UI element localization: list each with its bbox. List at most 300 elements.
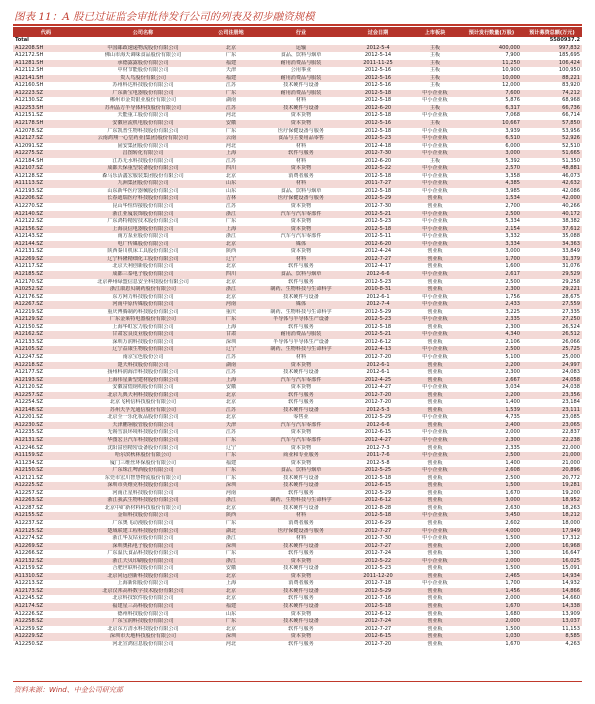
cell-code: A12193.SZ — [13, 377, 79, 385]
cell-code: A12267.SZ — [13, 301, 79, 309]
cell-company: 成都天保重型装备股份有限公司 — [79, 165, 207, 173]
cell-board: 主板 — [409, 45, 461, 53]
cell-board: 中小企业板 — [422, 384, 448, 391]
cell-company: 厦门三维丝环保股份有限公司 — [109, 459, 177, 466]
cell-company: 沈阳富创精密设备股份有限公司 — [107, 444, 179, 451]
cell-approval-date: 2011-12-20 — [347, 573, 409, 581]
cell-raise: 26,512 — [522, 331, 582, 339]
cell-company: 扬州科润海洋科技股份有限公司 — [107, 369, 179, 376]
cell-code: A12140.SZ — [13, 211, 79, 219]
cell-code: A12125.SZ — [13, 528, 79, 536]
cell-raise: 22,837 — [562, 429, 580, 436]
cell-raise: 4,263 — [565, 640, 580, 647]
cell-shares: 2,500 — [505, 278, 520, 285]
cell-company: 安徽应流机电股份有限公司 — [79, 120, 207, 128]
cell-raise: 51,350 — [562, 157, 580, 164]
cell-shares: 3,450 — [461, 512, 522, 520]
cell-industry: 食品、饮料与烟草 — [280, 52, 322, 59]
cell-shares: 12,000 — [502, 82, 520, 89]
cell-shares: 2,602 — [505, 520, 520, 526]
cell-code: A12229.SZ — [13, 633, 79, 641]
cell-region: 河北 — [225, 640, 237, 647]
cell-company: 中国邮政速递物流股份有限公司 — [79, 45, 207, 53]
cell-board: 创业板 — [409, 392, 461, 400]
cell-code: A12150.SZ — [15, 323, 44, 330]
cell-industry: 技术硬件与设备 — [283, 293, 319, 300]
cell-region: 上海 — [207, 226, 255, 234]
cell-code: A12112.SH — [15, 67, 44, 74]
cell-region: 北京 — [225, 278, 237, 285]
cell-board: 中小企业板 — [422, 187, 448, 194]
cell-region: 广东 — [207, 452, 255, 460]
cell-industry: 耐用消费品与服装 — [255, 90, 347, 98]
cell-raise: 20,896 — [522, 467, 582, 475]
cell-shares: 5,100 — [505, 353, 520, 360]
cell-raise: 28,675 — [562, 293, 580, 300]
cell-company: 苏州科达科技股份有限公司 — [112, 82, 174, 89]
cell-industry: 软件与服务 — [288, 399, 314, 406]
cell-shares: 6,317 — [461, 105, 522, 113]
cell-board: 创业板 — [409, 603, 461, 611]
cell-region: 福建 — [207, 60, 255, 68]
cell-shares: 1,500 — [505, 565, 520, 572]
cell-code: A12247.SZ — [15, 353, 44, 360]
table-row — [13, 150, 582, 158]
cell-code: A12151.SZ — [15, 112, 44, 119]
cell-company: 深圳市英维克科技股份有限公司 — [79, 482, 207, 490]
footer-divider — [13, 681, 582, 682]
cell-board: 中小企业板 — [409, 135, 461, 143]
table-row — [13, 520, 582, 528]
cell-industry: 耐用消费品与服装 — [255, 331, 347, 339]
cell-code: A12155.SZ — [13, 512, 79, 520]
cell-industry: 商业和专业服务 — [255, 452, 347, 460]
cell-industry: 资本货物 — [255, 362, 347, 370]
cell-shares: 6,000 — [505, 142, 520, 149]
cell-shares: 2,617 — [461, 271, 522, 279]
cell-code: A12078.SZ — [15, 127, 44, 134]
cell-company: 承德露露股份有限公司 — [79, 60, 207, 68]
cell-shares: 2,700 — [505, 203, 520, 210]
cell-shares: 2,300 — [505, 323, 520, 330]
cell-industry: 半导体与半导体生产设备 — [272, 338, 330, 345]
cell-shares: 1,400 — [505, 459, 520, 466]
cell-code: A12235.SZ — [15, 429, 44, 436]
cell-company: 华图宏卫汽车科技股份有限公司 — [79, 437, 207, 445]
cell-industry: 材料 — [295, 97, 307, 104]
cell-approval-date: 2012-6-12 — [364, 610, 392, 617]
cell-region: 北京 — [225, 399, 237, 406]
cell-approval-date: 2012-7-30 — [364, 203, 392, 210]
cell-board: 中小企业板 — [409, 558, 461, 566]
cell-raise: 14,934 — [522, 573, 582, 581]
cell-board: 中小企业板 — [409, 346, 461, 354]
cell-raise: 14,660 — [562, 595, 580, 602]
cell-industry: 材料 — [295, 142, 307, 149]
cell-raise: 25,725 — [522, 346, 582, 354]
cell-shares: 3,000 — [505, 248, 520, 255]
cell-raise: 57,850 — [522, 120, 582, 128]
cell-raise: 53,956 — [562, 127, 580, 134]
cell-raise: 29,258 — [562, 278, 580, 285]
cell-industry: 技术硬件与设备 — [255, 618, 347, 626]
cell-code: A12156.SZ — [13, 226, 79, 234]
cell-company: 广东新宝电器股份有限公司 — [79, 90, 207, 98]
cell-industry: 软件与服务 — [288, 323, 314, 330]
cell-region: 广东 — [225, 474, 237, 481]
cell-code: A12226.SZ — [15, 610, 44, 617]
table-row — [13, 505, 582, 513]
table-row — [13, 618, 582, 626]
cell-board: 创业板 — [427, 444, 443, 451]
cell-shares: 2,200 — [461, 392, 522, 400]
cell-shares: 2,000 — [505, 429, 520, 436]
cell-raise: 52,926 — [522, 135, 582, 143]
cell-code: A12185.SZ — [13, 271, 79, 279]
table-row — [13, 346, 582, 354]
cell-board: 创业板 — [427, 338, 443, 345]
table-row — [13, 135, 582, 143]
cell-region: 辽宁 — [207, 346, 255, 354]
cell-region: 浙江 — [225, 233, 237, 240]
cell-shares: 10,900 — [502, 67, 520, 74]
cell-industry: 汽车与汽车零部件 — [255, 377, 347, 385]
cell-shares: 4,735 — [505, 414, 520, 421]
cell-shares: 2,000 — [461, 543, 522, 551]
cell-raise: 27,335 — [562, 308, 580, 315]
table-row — [13, 90, 582, 98]
cell-company: 广东鸿特精密技术股份有限公司 — [107, 218, 179, 225]
cell-region: 广东 — [225, 52, 237, 59]
cell-company: 北京科技软件股份有限公司 — [112, 595, 174, 602]
cell-approval-date: 2012-5-29 — [347, 195, 409, 203]
cell-industry: 软件与服务 — [288, 550, 314, 557]
cell-raise: 19,281 — [522, 482, 582, 490]
cell-shares: 2,200 — [461, 362, 522, 370]
cell-shares: 3,985 — [505, 187, 520, 194]
cell-shares: 5,876 — [505, 97, 520, 104]
cell-board: 中小企业板 — [422, 112, 448, 119]
cell-code: A12148.SZ — [13, 407, 79, 415]
cell-region: 深圳 — [207, 543, 255, 551]
cell-shares: 7,600 — [461, 90, 522, 98]
cell-company: 昌图转化有限公司 — [79, 150, 207, 158]
cell-region: 山东 — [225, 187, 237, 194]
cell-region: 深圳 — [225, 338, 237, 345]
cell-industry: 汽车与汽车零部件 — [280, 233, 322, 240]
cell-code: A12120.SZ — [15, 384, 44, 391]
table-row — [13, 256, 582, 264]
cell-board: 创业板 — [427, 520, 443, 526]
cell-board: 中小企业板 — [422, 535, 448, 542]
cell-code: A12274.SZ — [15, 535, 44, 542]
cell-approval-date: 2012-7-4 — [347, 301, 409, 309]
cell-industry: 食品与主要用品零售 — [255, 135, 347, 143]
cell-raise: 21,000 — [562, 459, 580, 466]
cell-region: 上海 — [207, 377, 255, 385]
cell-industry: 公用事业 — [290, 67, 312, 74]
cell-region: 北京 — [225, 625, 237, 632]
cell-industry: 媒体 — [255, 301, 347, 309]
table-row — [13, 233, 582, 241]
table-row — [13, 573, 582, 581]
cell-approval-date: 2012-7-20 — [364, 353, 392, 360]
cell-raise: 15,091 — [562, 565, 580, 572]
cell-approval-date: 2012-7-18 — [364, 580, 392, 587]
cell-approval-date: 2012-5-29 — [364, 414, 392, 421]
cell-industry: 材料 — [295, 535, 307, 542]
table-row — [13, 407, 582, 415]
cell-shares: 2,300 — [461, 286, 522, 294]
cell-industry: 技术硬件与设备 — [283, 504, 319, 511]
cell-board: 创业板 — [409, 286, 461, 294]
cell-code: A12127.SZ — [13, 135, 79, 143]
cell-region: 河北 — [225, 142, 237, 149]
header-company: 公司名称 — [79, 27, 207, 37]
cell-shares: 1,456 — [461, 588, 522, 596]
table-total-row — [13, 37, 582, 45]
cell-code: A12253.SH — [13, 105, 79, 113]
cell-approval-date: 2012-7-3 — [366, 444, 390, 451]
cell-region: 北京 — [225, 595, 237, 602]
cell-region: 安徽 — [207, 120, 255, 128]
cell-industry: 软件与服务 — [288, 489, 314, 496]
cell-approval-date: 2012-7-27 — [364, 625, 392, 632]
cell-code: A10252.SZ — [13, 286, 79, 294]
cell-company: 天能重工股份有限公司 — [117, 112, 169, 119]
cell-code: A12162.SZ — [13, 331, 79, 339]
cell-approval-date: 2012-7-27 — [347, 528, 409, 536]
cell-company: 北京汉邦高科数字技术股份有限公司 — [79, 588, 207, 596]
cell-board: 中小企业板 — [409, 226, 461, 234]
cell-code: A12193.SZ — [15, 187, 44, 194]
cell-raise: 27,250 — [522, 316, 582, 324]
cell-board: 中小企业板 — [422, 429, 448, 436]
table-row — [13, 369, 582, 377]
table-row — [13, 309, 582, 317]
cell-region: 湖南 — [207, 362, 255, 370]
cell-company: 山东新华医疗器械股份有限公司 — [107, 187, 179, 194]
cell-board: 中小企业板 — [409, 467, 461, 475]
table-row — [13, 271, 582, 279]
cell-shares: 2,400 — [461, 422, 522, 430]
cell-board: 中小企业板 — [409, 316, 461, 324]
cell-industry: 材料 — [255, 512, 347, 520]
cell-code: A12270.SZ — [15, 203, 44, 210]
cell-region: 北京 — [225, 414, 237, 421]
cell-industry: 技术硬件与设备 — [255, 543, 347, 551]
cell-region: 深圳 — [207, 482, 255, 490]
cell-company: 重庆博腾制药科技股份有限公司 — [107, 308, 179, 315]
source-note: 资料来源：Wind、中金公司研究部 — [14, 686, 123, 694]
table-row — [13, 339, 582, 347]
cell-company: 广东宝润科技股份有限公司 — [79, 618, 207, 626]
table-row — [13, 143, 582, 151]
cell-industry: 医疗保健设备与服务 — [278, 127, 324, 134]
cell-shares: 2,433 — [461, 301, 522, 309]
cell-raise: 34,363 — [522, 241, 582, 249]
cell-code: A12250.SZ — [15, 640, 44, 647]
cell-region: 广东 — [225, 520, 237, 526]
table-row — [13, 475, 582, 483]
cell-region: 深圳 — [207, 633, 255, 641]
cell-region: 天津 — [225, 67, 237, 74]
table-row — [13, 633, 582, 641]
cell-code: A12143.SZ — [15, 233, 44, 240]
cell-board: 中小企业板 — [409, 241, 461, 249]
cell-shares: 1,700 — [505, 580, 520, 587]
cell-raise: 46,073 — [562, 172, 580, 179]
cell-shares: 1,756 — [505, 293, 520, 300]
cell-region: 北京 — [207, 588, 255, 596]
cell-company: 苏州天孚光通信股份有限公司 — [79, 407, 207, 415]
cell-shares: 2,667 — [461, 377, 522, 385]
cell-board: 中小企业板 — [409, 437, 461, 445]
cell-code: A12172.SH — [15, 52, 44, 59]
cell-raise: 22,000 — [562, 444, 580, 451]
cell-raise: 29,529 — [522, 271, 582, 279]
cell-board: 创业板 — [427, 595, 443, 602]
cell-board: 中小企业板 — [422, 414, 448, 421]
cell-region: 天津 — [207, 422, 255, 430]
cell-company: 佛山市海天调味食品股份有限公司 — [104, 52, 182, 59]
cell-approval-date: 2012-5-16 — [347, 120, 409, 128]
cell-code: A12130.SZ — [15, 97, 44, 104]
cell-company: 深圳万润科技股份有限公司 — [112, 338, 174, 345]
cell-board: 中小企业板 — [422, 218, 448, 225]
cell-code: A12254.SZ — [15, 399, 44, 406]
cell-shares: 1,700 — [461, 256, 522, 264]
table-row — [13, 467, 582, 475]
cell-shares: 2,465 — [461, 573, 522, 581]
cell-company: 电广传媒股份有限公司 — [79, 241, 207, 249]
cell-industry: 软件与服务 — [288, 640, 314, 647]
cell-industry: 制药、生物科技与生命科学 — [255, 286, 347, 294]
cell-company: 楚域联建工程科技股份有限公司 — [79, 528, 207, 536]
cell-code: A12275.SZ — [13, 150, 79, 158]
cell-raise: 14,932 — [562, 580, 580, 587]
cell-raise: 23,184 — [562, 399, 580, 406]
cell-approval-date: 2012-6-1 — [366, 369, 390, 376]
cell-approval-date: 2012-6-20 — [364, 157, 392, 164]
table-row — [13, 52, 582, 60]
table-row — [13, 437, 582, 445]
cell-industry: 技术硬件与设备 — [255, 482, 347, 490]
cell-code: A12258.SZ — [13, 618, 79, 626]
table-row — [13, 580, 582, 588]
cell-code: A12230.SZ — [13, 422, 79, 430]
cell-board: 创业板 — [409, 573, 461, 581]
cell-raise: 88,221 — [522, 75, 582, 83]
table-row — [13, 97, 582, 105]
cell-company: 昆山华恒焊接股份有限公司 — [112, 203, 174, 210]
cell-code: A11281.SH — [13, 60, 79, 68]
cell-board: 创业板 — [427, 489, 443, 496]
cell-industry: 医疗保健设备与服务 — [255, 195, 347, 203]
cell-industry: 资本货物 — [255, 573, 347, 581]
cell-code: A12259.SZ — [15, 625, 44, 632]
cell-raise: 23,085 — [562, 414, 580, 421]
cell-board: 创业板 — [427, 474, 443, 481]
cell-company: 安徽富煌钢构股份有限公司 — [112, 384, 174, 391]
cell-board: 中小企业板 — [422, 142, 448, 149]
cell-industry: 资本货物 — [255, 633, 347, 641]
cell-raise: 37,612 — [522, 226, 582, 234]
cell-shares: 1,500 — [505, 625, 520, 632]
cell-board: 主板 — [429, 67, 441, 74]
cell-raise: 18,000 — [562, 520, 580, 526]
cell-code: A12129.SZ — [13, 316, 79, 324]
table-row — [13, 82, 582, 90]
table-row — [13, 218, 582, 226]
cell-code: A12177.SZ — [15, 369, 44, 376]
cell-code: A12132.SZ — [13, 558, 79, 566]
cell-board: 中小企业板 — [422, 127, 448, 134]
cell-board: 创业板 — [427, 610, 443, 617]
cell-region: 四川 — [207, 271, 255, 279]
cell-code: A12091.SZ — [15, 142, 44, 149]
cell-code: A12105.SZ — [13, 346, 79, 354]
cell-industry: 食品、饮料与烟草 — [280, 187, 322, 194]
cell-raise: 42,086 — [562, 187, 580, 194]
cell-shares: 1,400 — [505, 399, 520, 406]
cell-board: 创业板 — [409, 633, 461, 641]
cell-raise: 29,221 — [522, 286, 582, 294]
cell-region: 吉林 — [207, 195, 255, 203]
cell-approval-date: 2012-6-12 — [364, 338, 392, 345]
cell-shares: 2,300 — [461, 437, 522, 445]
cell-shares: 1,670 — [505, 489, 520, 496]
cell-code: A12117.SZ — [15, 263, 44, 270]
cell-approval-date: 2012-5-16 — [364, 67, 392, 74]
cell-industry: 软件与服务 — [255, 150, 347, 158]
cell-board: 创业板 — [427, 248, 443, 255]
cell-approval-date: 2012-7-20 — [364, 640, 392, 647]
cell-approval-date: 2011-7-6 — [347, 452, 409, 460]
cell-company: 北京全一乐化妆品股份有限公司 — [107, 414, 179, 421]
cell-industry: 资本货物 — [255, 558, 347, 566]
cell-industry: 材料 — [295, 157, 307, 164]
cell-board: 中小企业板 — [422, 353, 448, 360]
cell-region: 广东 — [225, 550, 237, 557]
cell-raise: 185,695 — [558, 52, 580, 59]
cell-approval-date: 2012-6-29 — [364, 520, 392, 526]
cell-industry: 食品、饮料与烟草 — [255, 271, 347, 279]
cell-code: A12225.SZ — [13, 482, 79, 490]
cell-company: 辽宁益康生物股份有限公司 — [79, 346, 207, 354]
cell-region: 河南 — [207, 301, 255, 309]
table-row — [13, 203, 582, 211]
cell-region: 上海 — [207, 150, 255, 158]
cell-industry: 技术硬件与设备 — [255, 588, 347, 596]
cell-region: 浙江 — [225, 535, 237, 542]
cell-shares: 3,225 — [505, 308, 520, 315]
cell-code: A12160.SH — [15, 82, 44, 89]
cell-code: A12184.SH — [15, 157, 44, 164]
cell-board: 创业板 — [427, 203, 443, 210]
cell-company: 浙江华友钴业股份有限公司 — [112, 535, 174, 542]
cell-approval-date: 2012-7-24 — [364, 550, 392, 557]
cell-raise: 16,968 — [522, 543, 582, 551]
header-industry: 行业 — [255, 27, 347, 37]
cell-board: 创业板 — [427, 399, 443, 406]
cell-raise: 38,382 — [562, 218, 580, 225]
cell-board: 中小企业板 — [422, 97, 448, 104]
cell-industry: 资本货物 — [290, 248, 312, 255]
table-row — [13, 414, 582, 422]
cell-raise: 20,772 — [562, 474, 580, 481]
table-row — [13, 241, 582, 249]
